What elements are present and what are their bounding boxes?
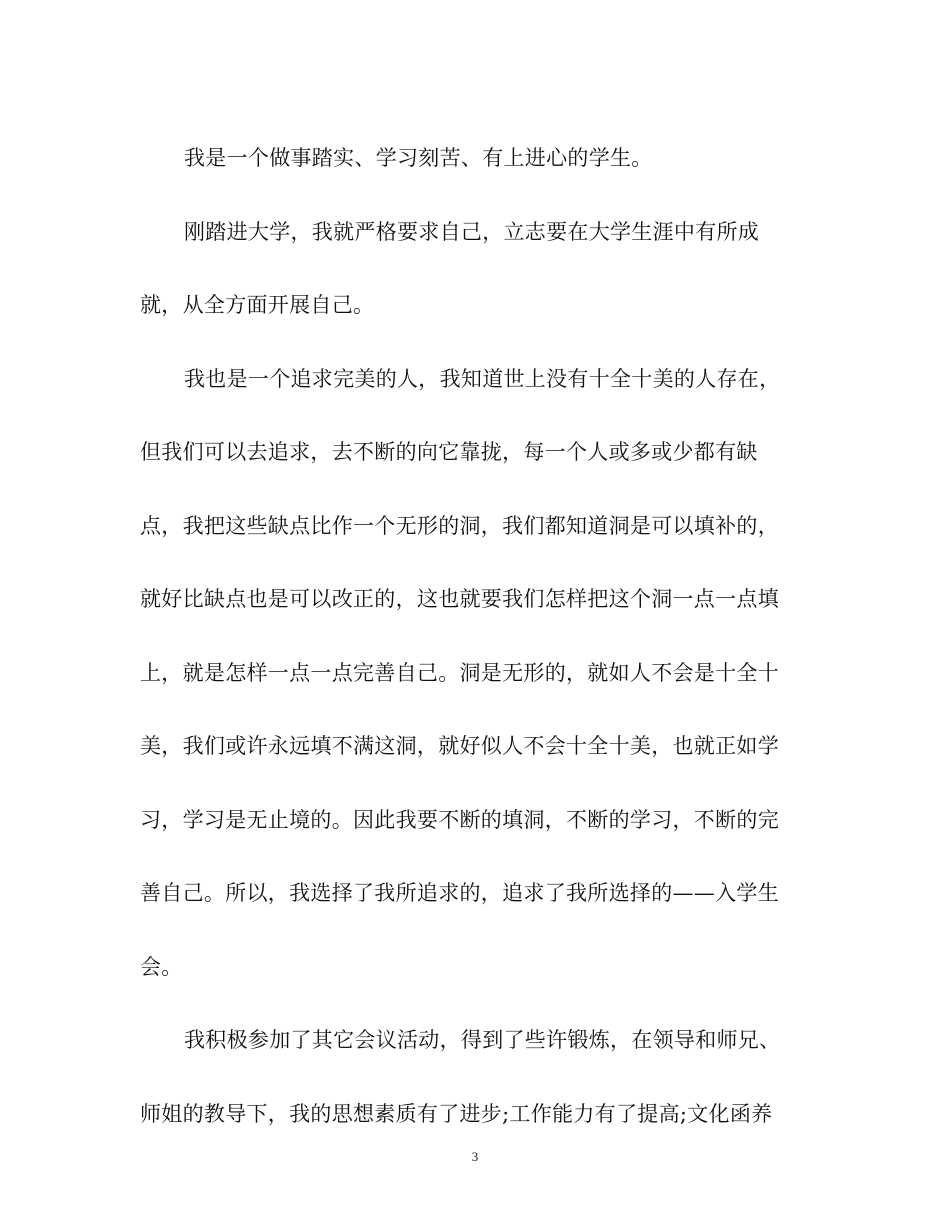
text-line: 刚踏进大学，我就严格要求自己，立志要在大学生涯中有所成 xyxy=(184,219,760,244)
paragraph-4 xyxy=(140,1004,800,1151)
paragraph-3 xyxy=(140,343,800,1005)
text-line: 就好比缺点也是可以改正的，这也就要我们怎样把这个洞一点一点填 xyxy=(140,587,779,611)
text-line: 善自己。所以，我选择了我所追求的，追求了我所选择的——入学生 xyxy=(140,881,779,905)
paragraph-1 xyxy=(140,122,800,196)
text-line: 我也是一个追求完美的人，我知道世上没有十全十美的人存在， xyxy=(184,366,781,391)
text-line: 我是一个做事踏实、学习刻苦、有上进心的学生。 xyxy=(184,146,653,170)
paragraph-2 xyxy=(140,196,800,343)
body-text xyxy=(140,122,800,1151)
text-line: 会。 xyxy=(140,954,183,979)
text-line: 我积极参加了其它会议活动，得到了些许锻炼，在领导和师兄、 xyxy=(184,1028,781,1052)
text-line: 习，学习是无止境的。因此我要不断的填洞，不断的学习，不断的完 xyxy=(140,807,779,832)
text-line: 上，就是怎样一点一点完善自己。洞是无形的，就如人不会是十全十 xyxy=(140,660,779,685)
page-number: 3 xyxy=(471,1149,479,1164)
text-line: 点，我把这些缺点比作一个无形的洞，我们都知道洞是可以填补的， xyxy=(140,513,779,538)
text-line: 美，我们或许永远填不满这洞，就好似人不会十全十美，也就正如学 xyxy=(140,734,779,758)
text-line: 师姐的教导下，我的思想素质有了进步;工作能力有了提高;文化函养 xyxy=(140,1101,773,1126)
text-line: 但我们可以去追求，去不断的向它靠拢，每一个人或多或少都有缺 xyxy=(140,440,758,464)
text-line: 就，从全方面开展自己。 xyxy=(140,293,375,317)
